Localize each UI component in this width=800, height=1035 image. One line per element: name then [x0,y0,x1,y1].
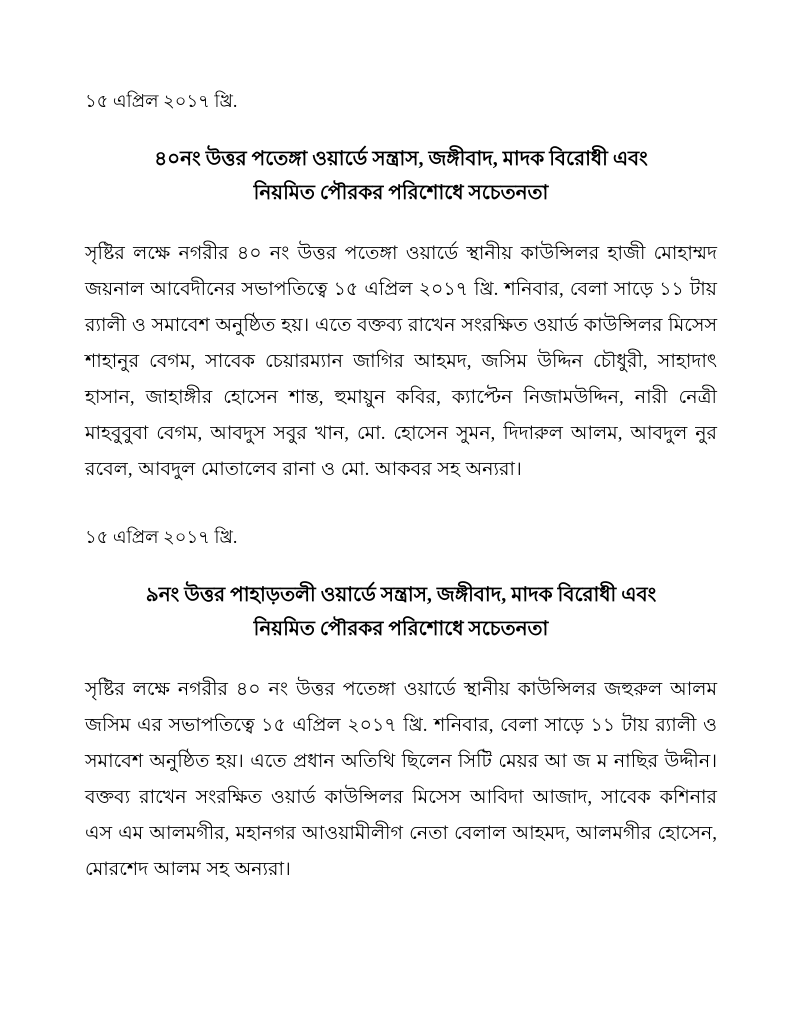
report-section [85,88,717,488]
report-heading-line2: নিয়মিত পৌরকর পরিশোধে সচেতনতা [253,182,549,204]
report-body: সৃষ্টির লক্ষে নগরীর ৪০ নং উত্তর পতেঙ্গা ওয়ার্ডে স্থানীয় কাউন্সিলর হাজী মোহাম্মদ জয়নাল আবেদীনের সভাপতিত্বে ১৫ এপ্রিল ২০১৭ খ্রি. শনিবার, বেলা সাড়ে ১১ টায় র‍্যালী ও সমাবেশ অনুষ্ঠিত হয়। এতে বক্তব্য রাখেন সংরক্ষিত ওয়ার্ড কাউন্সিলর মিসেস শাহানুর বেগম, সাবেক চেয়ারম্যান জাগির আহমদ, জসিম উদ্দিন চৌধুরী, সাহাদাৎ হাসান, জাহাঙ্গীর হোসেন শান্ত, হুমায়ুন কবির, ক্যাপ্টেন নিজামউদ্দিন, নারী নেত্রী মাহবুবুবা বেগম, আবদুস সবুর খান, মো. হোসেন সুমন, দিদারুল আলম, আবদুল নুর রবেল, আবদুল মোতালেব রানা ও মো. আকবর সহ অন্যরা। [85,243,717,480]
report-heading-line2: নিয়মিত পৌরকর পরিশোধে সচেতনতা [253,618,549,640]
report-heading [85,142,717,210]
report-body: সৃষ্টির লক্ষে নগরীর ৪০ নং উত্তর পতেঙ্গা ওয়ার্ডে স্থানীয় কাউন্সিলর জহুরুল আলম জসিম এর সভাপতিত্বে ১৫ এপ্রিল ২০১৭ খ্রি. শনিবার, বেলা সাড়ে ১১ টায় র‍্যালী ও সমাবেশ অনুষ্ঠিত হয়। এতে প্রধান অতিথি ছিলেন সিটি মেয়র আ জ ম নাছির উদ্দীন। বক্তব্য রাখেন সংরক্ষিত ওয়ার্ড কাউন্সিলর মিসেস আবিদা আজাদ, সাবেক কশিনার এস এম আলমগীর, মহানগর আওয়ামীলীগ নেতা বেলাল আহমদ, আলমগীর হোসেন, মোরশেদ আলম সহ অন্যরা। [85,679,717,880]
report-section [85,524,717,888]
report-date: ১৫ এপ্রিল ২০১৭ খ্রি. [85,91,238,111]
report-heading-line1: ৯নং উত্তর পাহাড়তলী ওয়ার্ডে সন্ত্রাস, জঙ্গীবাদ, মাদক বিরোধী এবং [145,584,657,606]
report-heading [85,578,717,646]
report-date: ১৫ এপ্রিল ২০১৭ খ্রি. [85,527,238,547]
report-heading-line1: ৪০নং উত্তর পতেঙ্গা ওয়ার্ডে সন্ত্রাস, জঙ্গীবাদ, মাদক বিরোধী এবং [154,148,648,170]
